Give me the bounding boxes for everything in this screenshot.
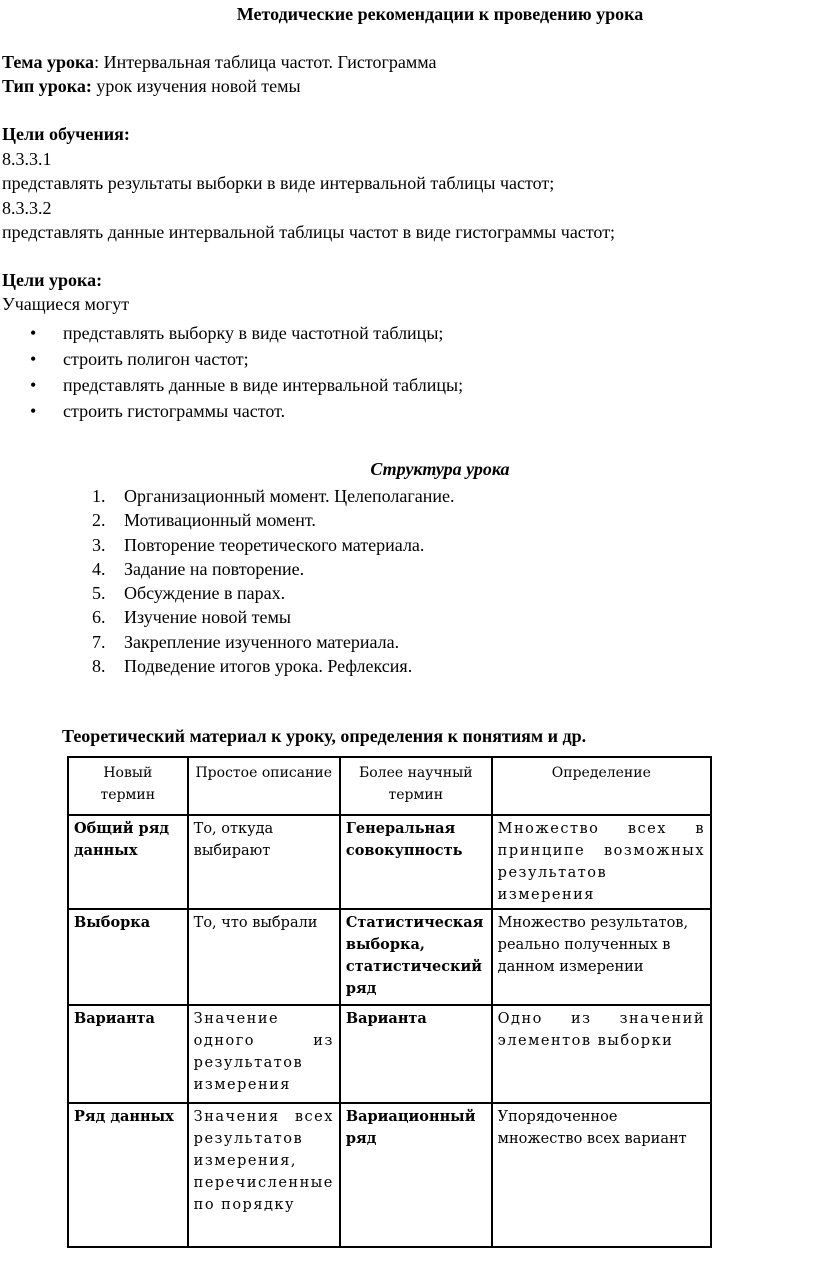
cell-scientific: Варианта	[340, 1005, 492, 1103]
document-title: Методические рекомендации к проведению урока	[236, 4, 644, 24]
cell-definition: Упорядоченное множество всех вариант	[492, 1103, 711, 1247]
cell-new-term: Общий ряд данных	[68, 815, 188, 909]
cell-definition: Множество всех в принципе возможных результатов измерения	[492, 815, 711, 909]
theory-heading: Теоретический материал к уроку, определения к понятиям и др.	[62, 726, 587, 746]
goal1-text: представлять результаты выборки в виде интервальной таблицы частот;	[2, 173, 555, 193]
topic-value: : Интервальная таблица частот. Гистограмма	[94, 52, 437, 72]
list-item: 6. Изучение новой темы	[92, 607, 292, 628]
cell-simple: Значение одного из результатов измерения	[188, 1005, 340, 1103]
cell-new-term: Ряд данных	[68, 1103, 188, 1247]
lesson-goals-heading: Цели урока:	[2, 270, 103, 290]
goal2-code: 8.3.3.2	[2, 198, 52, 218]
students-can: Учащиеся могут	[2, 294, 130, 314]
table-row	[68, 1005, 711, 1103]
table-header-row	[68, 757, 711, 815]
list-item: 5. Обсуждение в парах.	[92, 583, 286, 604]
learning-goals-heading: Цели обучения:	[2, 124, 130, 144]
terms-table	[67, 756, 712, 1248]
cell-definition: Множество результатов, реально полученных в данном измерении	[492, 909, 711, 1005]
list-item: • строить гистограммы частот.	[30, 398, 463, 424]
list-item: 4. Задание на повторение.	[92, 558, 305, 579]
list-item: • представлять данные в виде интервальной таблицы;	[30, 372, 463, 398]
type-label: Тип урока:	[2, 76, 92, 96]
topic-line	[2, 50, 437, 74]
list-item: 3. Повторение теоретического материала.	[92, 534, 425, 555]
table-row	[68, 909, 711, 1005]
goal2-text: представлять данные интервальной таблицы частот в виде гистограммы частот;	[2, 222, 616, 242]
topic-label: Тема урока	[2, 52, 95, 72]
list-item: • строить полигон частот;	[30, 346, 463, 372]
header-scientific-term: Более научный термин	[340, 757, 492, 815]
cell-definition: Одно из значений элементов выборки	[492, 1005, 711, 1103]
list-item: 1. Организационный момент. Целеполагание.	[92, 486, 455, 506]
cell-scientific: Генеральная совокупность	[340, 815, 492, 909]
cell-scientific: Статистическая выборка, статистический ряд	[340, 909, 492, 1005]
list-item: • представлять выборку в виде частотной таблицы;	[30, 320, 463, 346]
cell-simple: То, откуда выбирают	[188, 815, 340, 909]
list-item: 8. Подведение итогов урока. Рефлексия.	[92, 656, 413, 677]
cell-simple: Значения всех результатов измерения, перечисленные по порядку	[188, 1103, 340, 1247]
structure-heading: Структура урока	[370, 459, 510, 479]
table-row	[68, 1103, 711, 1247]
type-value: урок изучения новой темы	[91, 76, 301, 96]
structure-list	[92, 484, 455, 678]
cell-scientific: Вариационный ряд	[340, 1103, 492, 1247]
cell-new-term: Варианта	[68, 1005, 188, 1103]
list-item: 2. Мотивационный момент.	[92, 510, 316, 531]
header-definition: Определение	[492, 757, 711, 815]
cell-simple: То, что выбрали	[188, 909, 340, 1005]
table-row	[68, 815, 711, 909]
lesson-goals-list	[30, 320, 463, 424]
list-item: 7. Закрепление изученного материала.	[92, 631, 400, 652]
header-simple-description: Простое описание	[188, 757, 340, 815]
type-line	[2, 74, 301, 98]
goal1-code: 8.3.3.1	[2, 149, 52, 169]
cell-new-term: Выборка	[68, 909, 188, 1005]
header-new-term: Новый термин	[68, 757, 188, 815]
